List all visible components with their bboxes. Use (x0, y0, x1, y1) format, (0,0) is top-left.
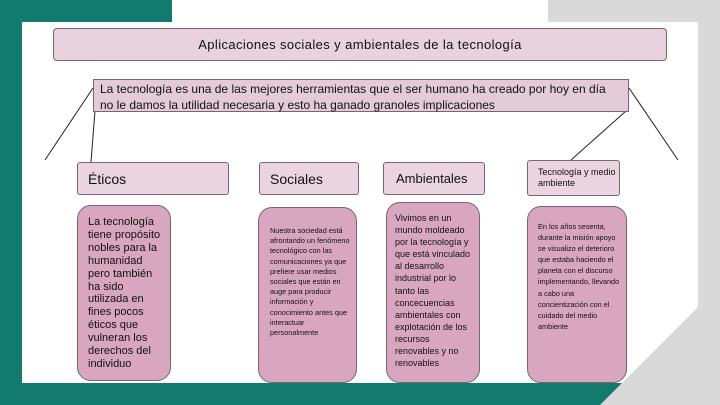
heading-sociales: Sociales (259, 162, 359, 195)
heading-eticos: Éticos (77, 162, 229, 195)
body-tecnologia-medio-ambiente: En los años sesenta, durante la misión apoyo se visualizo el deterioro que estaba haciendo el planeta con el discurso implementando, llevando a cabo una concientización con el cuidado del medio ambiente (527, 206, 627, 383)
heading-tecnologia-medio-ambiente: Tecnología y medio ambiente (527, 160, 620, 196)
top-right-decoration-bar (548, 0, 720, 22)
top-left-decoration-bar (0, 0, 172, 22)
body-eticos: La tecnología tiene propósito nobles para la humanidad pero también ha sido utilizada en fines pocos éticos que vulneran los derechos del individuo (77, 205, 171, 381)
intro-statement: La tecnología es una de las mejores herramientas que el ser humano ha creado por hoy en día no le damos la utilidad necesaria y esto ha ganado granoles implicaciones (93, 79, 629, 112)
diagram-title: Aplicaciones sociales y ambientales de la tecnología (53, 28, 667, 61)
body-ambientales: Vivimos en un mundo moldeado por la tecnología y que está vinculado al desarrollo industrial por lo tanto las concecuencias ambientales con explotación de los recursos renovables y no renovables (386, 202, 480, 383)
heading-ambientales: Ambientales (383, 162, 485, 195)
left-decoration-bar (0, 0, 22, 405)
body-sociales: Nuestra sociedad está afrontando un fenómeno tecnológico con las comunicaciones ya que prefiere usar medios sociales que están en auge para producir información y conocimiento antes que interactuar personalmente (258, 207, 357, 383)
